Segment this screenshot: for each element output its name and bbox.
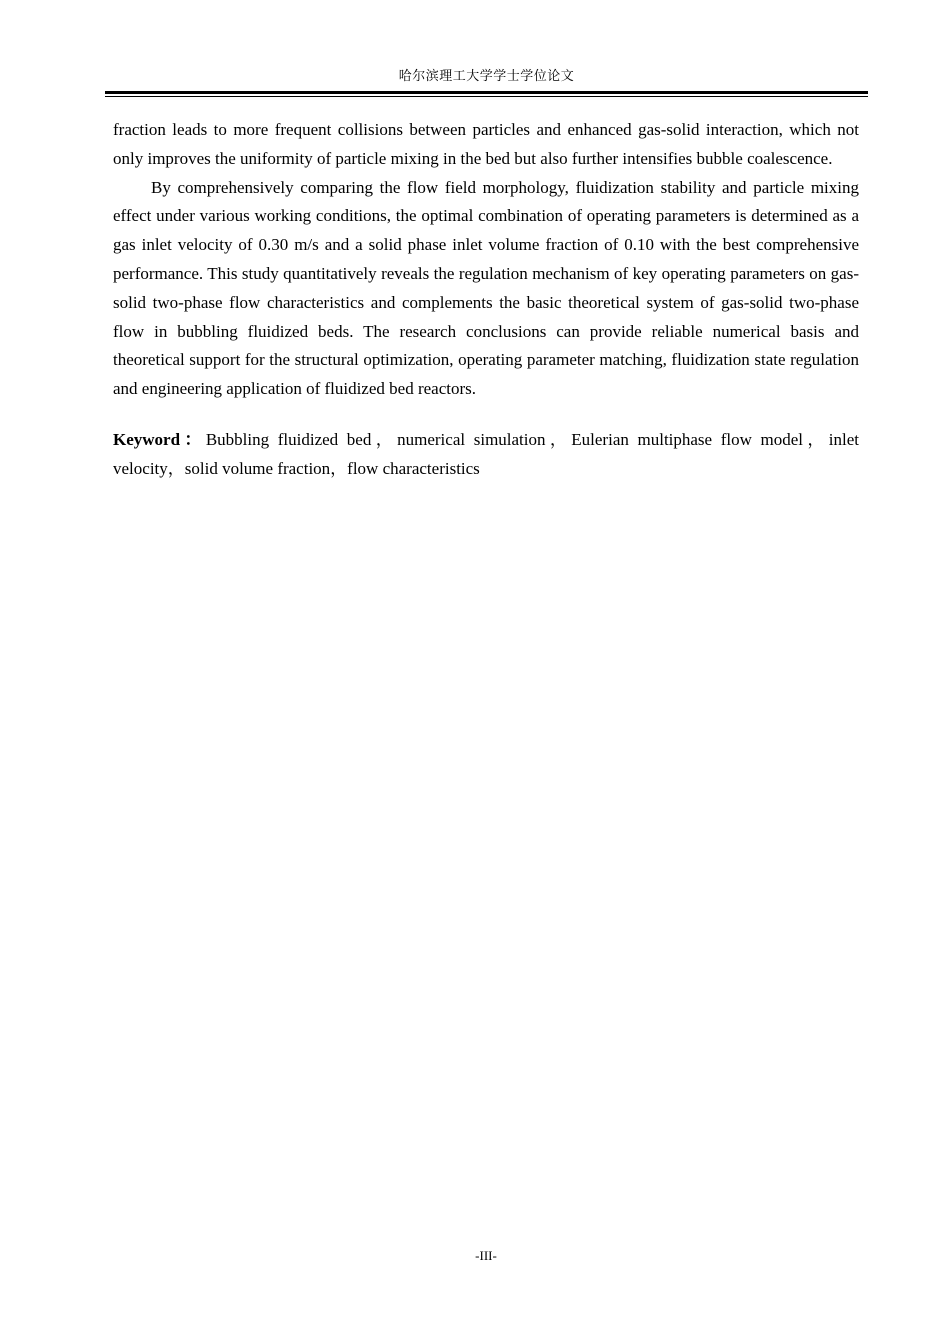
abstract-body xyxy=(113,116,859,484)
paragraph-conclusion: By comprehensively comparing the flow field morphology, fluidization stability and particle mixing effect under various working conditions, the optimal combination of operating parameters is determined as a gas inlet velocity of 0.30 m/s and a solid phase inlet volume fraction of 0.10 with the best comprehensive performance. This study quantitatively reveals the regulation mechanism of key operating parameters on gas-solid two-phase flow characteristics and complements the basic theoretical system of gas-solid two-phase flow in bubbling fluidized beds. The research conclusions can provide reliable numerical basis and theoretical support for the structural optimization, operating parameter matching, fluidization state regulation and engineering application of fluidized bed reactors. xyxy=(113,177,859,399)
keywords-text: Bubbling fluidized bed，numerical simulation，Eulerian multiphase flow model，inlet velocity，solid volume fraction，flow characteristics xyxy=(113,429,860,478)
paragraph-continued: fraction leads to more frequent collisions between particles and enhanced gas-solid interaction, which not only improves the uniformity of particle mixing in the bed but also further intensifies bubble coalescence. xyxy=(113,120,859,168)
header-rule-thick xyxy=(105,91,868,94)
page-number: -III- xyxy=(475,1248,497,1263)
keywords-line xyxy=(113,426,859,484)
keywords-label: Keyword： xyxy=(113,429,206,449)
header-rule-thin xyxy=(105,96,868,97)
running-header: 哈尔滨理工大学学士学位论文 xyxy=(398,68,575,83)
